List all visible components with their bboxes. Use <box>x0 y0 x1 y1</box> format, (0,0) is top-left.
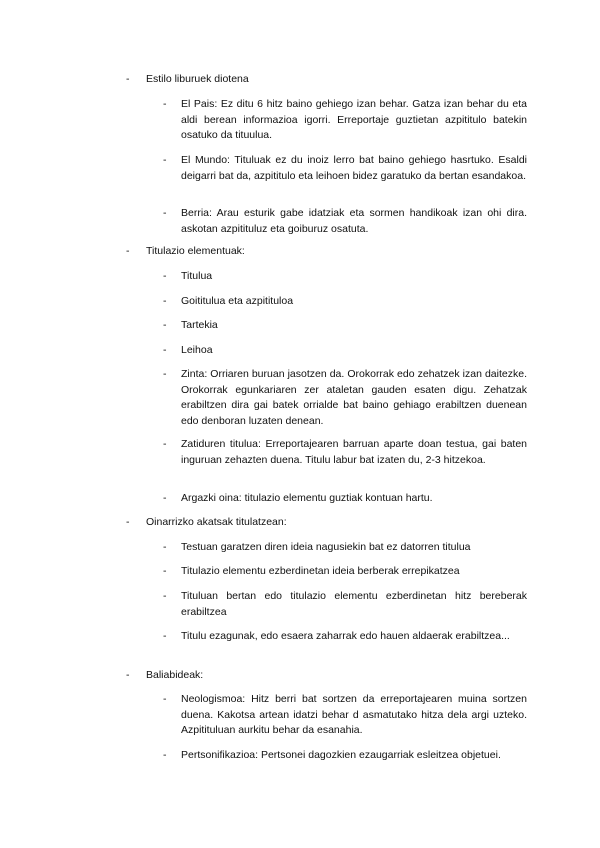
list-item-text: Neologismoa: Hitz berri bat sortzen da erreportajearen muina sortzen duena. Kakotsa artean idatzi behar d asmatutako hitza dela argi uzteko. Azpitituluan aurkitu behar da esanahia. <box>181 693 527 736</box>
list-item-text: Titulua <box>181 270 213 282</box>
bullet-dash: - <box>163 154 167 166</box>
list-item-text: Leihoa <box>181 344 213 356</box>
section-heading: Titulazio elementuak: <box>146 245 245 257</box>
list-item-text: Berria: Arau esturik gabe idatziak eta sormen handikoak izan ohi dira. askotan azpitituluz eta goiburuz osatuta. <box>181 207 527 235</box>
bullet-dash: - <box>163 630 167 642</box>
bullet-dash: - <box>126 73 130 85</box>
bullet-dash: - <box>126 669 130 681</box>
list-item-text: Argazki oina: titulazio elementu guztiak kontuan hartu. <box>181 492 433 504</box>
list-item-text: Testuan garatzen diren ideia nagusiekin bat ez datorren titulua <box>181 541 471 553</box>
list-item-text: Pertsonifikazioa: Pertsonei dagozkien ezaugarriak esleitzea objetuei. <box>181 749 501 761</box>
list-item-text: Titulazio elementu ezberdinetan ideia berberak errepikatzea <box>181 565 460 577</box>
section-heading: Oinarrizko akatsak titulatzean: <box>146 516 287 528</box>
bullet-dash: - <box>163 270 167 282</box>
bullet-dash: - <box>126 516 130 528</box>
bullet-dash: - <box>126 245 130 257</box>
list-item-text: Zinta: Orriaren buruan jasotzen da. Orokorrak edo zehatzek izan daitezke. Orokorrak egunkariaren zer ataletan gauden esaten digu. Zehatzak erabiltzen dira gai batek orrialde bat baino gehiago erabiltzen duenean edo denboran luzaten denean. <box>181 368 527 427</box>
bullet-dash: - <box>163 541 167 553</box>
list-item-text: Goititulua eta azpitituloa <box>181 295 294 307</box>
list-item-text: El Pais: Ez ditu 6 hitz baino gehiego izan behar. Gatza izan behar du eta aldi berean informazioa igorri. Erreportaje guztietan azpititulo batekin osatuko da tituulua. <box>181 98 527 141</box>
list-item-text: Zatiduren titulua: Erreportajearen barruan aparte doan testua, gai baten inguruan zehazten duena. Titulu labur bat izaten du, 2-3 hitzekoa. <box>181 438 527 466</box>
list-item-text: Titulu ezagunak, edo esaera zaharrak edo hauen aldaerak erabiltzea... <box>181 630 510 642</box>
section-heading: Baliabideak: <box>146 669 204 681</box>
bullet-dash: - <box>163 492 167 504</box>
list-item-text: Tartekia <box>181 319 218 331</box>
bullet-dash: - <box>163 693 167 705</box>
bullet-dash: - <box>163 590 167 602</box>
list-item-text: Tituluan bertan edo titulazio elementu ezberdinetan hitz bereberak erabiltzea <box>181 590 527 618</box>
bullet-dash: - <box>163 344 167 356</box>
bullet-dash: - <box>163 749 167 761</box>
list-item-text: El Mundo: Tituluak ez du inoiz lerro bat baino gehiego hasrtuko. Esaldi deigarri bat da, azpititulo eta leihoen bidez garatuko da bertan esandakoa. <box>181 154 527 182</box>
bullet-dash: - <box>163 368 167 380</box>
bullet-dash: - <box>163 295 167 307</box>
bullet-dash: - <box>163 438 167 450</box>
bullet-dash: - <box>163 565 167 577</box>
section-heading: Estilo liburuek diotena <box>146 73 249 85</box>
bullet-dash: - <box>163 319 167 331</box>
bullet-dash: - <box>163 98 167 110</box>
bullet-dash: - <box>163 207 167 219</box>
